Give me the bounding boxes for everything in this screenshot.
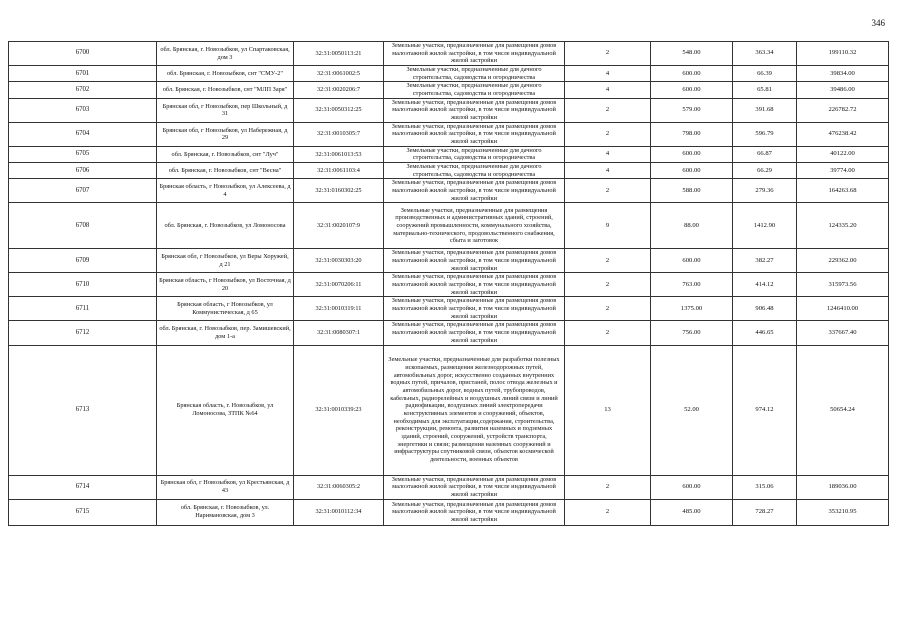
cadastral-value-table [8,41,889,526]
cadastral-number-cell: 32:31:0160302:25 [294,179,384,203]
group-code-cell: 9 [565,203,651,249]
address-cell: обл. Брянская, г. Новозыбков, ул Спартаковская, дом 3 [157,42,294,66]
row-id-cell: 6710 [9,273,157,297]
address-cell: Брянская область, г Новозыбков, ул Восточная, д 20 [157,273,294,297]
table-row [9,98,889,122]
row-id-cell: 6703 [9,98,157,122]
area-cell: 88.00 [651,203,733,249]
specific-value-cell: 66.39 [733,66,797,82]
area-cell: 1375.00 [651,297,733,321]
page-number: 346 [871,18,885,28]
specific-value-cell: 974.12 [733,345,797,475]
cadastral-number-cell: 32:31:0060305:2 [294,475,384,499]
group-code-cell: 2 [565,42,651,66]
area-cell: 52.00 [651,345,733,475]
row-id-cell: 6714 [9,475,157,499]
row-id-cell: 6713 [9,345,157,475]
group-code-cell: 4 [565,146,651,162]
table-body [9,42,889,526]
specific-value-cell: 728.27 [733,499,797,525]
table-row [9,179,889,203]
area-cell: 600.00 [651,82,733,98]
group-code-cell: 2 [565,499,651,525]
cadastral-value-cell: 39486.00 [797,82,889,98]
address-cell: Брянская область, г Новозыбков, ул Коммунистическая, д 65 [157,297,294,321]
address-cell: обл. Брянская, г. Новозыбков, снт "СМУ-2" [157,66,294,82]
table-row [9,297,889,321]
group-code-cell: 2 [565,98,651,122]
specific-value-cell: 363.34 [733,42,797,66]
cadastral-number-cell: 32:31:0010305:7 [294,122,384,146]
cadastral-value-cell: 337667.40 [797,321,889,345]
specific-value-cell: 315.06 [733,475,797,499]
table-row [9,82,889,98]
specific-value-cell: 414.12 [733,273,797,297]
land-purpose-cell: Земельные участки, предназначенные для размещения домов малоэтажной жилой застройки, в том числе индивидуальной жилой застройки [384,499,565,525]
cadastral-number-cell: 32:31:0010112:34 [294,499,384,525]
land-purpose-cell: Земельные участки, предназначенные для размещения домов малоэтажной жилой застройки, в том числе индивидуальной жилой застройки [384,321,565,345]
cadastral-number-cell: 32:31:0050113:21 [294,42,384,66]
land-purpose-cell: Земельные участки, предназначенные для размещения домов малоэтажной жилой застройки, в том числе индивидуальной жилой застройки [384,297,565,321]
address-cell: Брянская область, г. Новозыбков, ул Ломоносова, ЗТПК №64 [157,345,294,475]
specific-value-cell: 1412.90 [733,203,797,249]
address-cell: Брянская обл, г Новозыбков, ул Набережная, д 29 [157,122,294,146]
group-code-cell: 4 [565,163,651,179]
specific-value-cell: 446.65 [733,321,797,345]
group-code-cell: 2 [565,249,651,273]
table-row [9,499,889,525]
group-code-cell: 2 [565,475,651,499]
specific-value-cell: 906.48 [733,297,797,321]
cadastral-value-cell: 40122.00 [797,146,889,162]
land-purpose-cell: Земельные участки, предназначенные для размещения домов малоэтажной жилой застройки, в том числе индивидуальной жилой застройки [384,42,565,66]
group-code-cell: 2 [565,321,651,345]
row-id-cell: 6708 [9,203,157,249]
cadastral-number-cell: 32:31:0050312:25 [294,98,384,122]
address-cell: обл. Брянская, г. Новозыбков, пер. Замишевский, дом 1-а [157,321,294,345]
table-row [9,345,889,475]
area-cell: 485.00 [651,499,733,525]
cadastral-number-cell: 32:31:0061013:53 [294,146,384,162]
group-code-cell: 2 [565,179,651,203]
table-row [9,122,889,146]
cadastral-number-cell: 32:31:0010319:11 [294,297,384,321]
row-id-cell: 6706 [9,163,157,179]
group-code-cell: 4 [565,66,651,82]
area-cell: 798.00 [651,122,733,146]
address-cell: обл. Брянская, г. Новозыбков, ул. Наримановская, дом 3 [157,499,294,525]
row-id-cell: 6707 [9,179,157,203]
row-id-cell: 6700 [9,42,157,66]
cadastral-number-cell: 32:31:0010339:23 [294,345,384,475]
address-cell: обл. Брянская, г. Новозыбков, снт "Весна" [157,163,294,179]
land-purpose-cell: Земельные участки, предназначенные для размещения домов малоэтажной жилой застройки, в том числе индивидуальной жилой застройки [384,249,565,273]
address-cell: Брянская обл, г Новозыбков, ул Крестьянская, д 43 [157,475,294,499]
area-cell: 548.00 [651,42,733,66]
row-id-cell: 6702 [9,82,157,98]
cadastral-value-cell: 39774.00 [797,163,889,179]
specific-value-cell: 66.29 [733,163,797,179]
cadastral-value-cell: 1246410.00 [797,297,889,321]
cadastral-value-cell: 315973.56 [797,273,889,297]
specific-value-cell: 382.27 [733,249,797,273]
area-cell: 600.00 [651,146,733,162]
row-id-cell: 6715 [9,499,157,525]
cadastral-value-cell: 226782.72 [797,98,889,122]
row-id-cell: 6704 [9,122,157,146]
area-cell: 756.00 [651,321,733,345]
address-cell: Брянская обл, г Новозыбков, пер Школьный, д 31 [157,98,294,122]
land-purpose-cell: Земельные участки, предназначенные для дачного строительства, садоводства и огородничества [384,146,565,162]
cadastral-number-cell: 32:31:0020206:7 [294,82,384,98]
cadastral-value-cell: 476238.42 [797,122,889,146]
land-purpose-cell: Земельные участки, предназначенные для размещения домов малоэтажной жилой застройки, в том числе индивидуальной жилой застройки [384,475,565,499]
table-row [9,203,889,249]
area-cell: 600.00 [651,66,733,82]
area-cell: 600.00 [651,249,733,273]
specific-value-cell: 596.79 [733,122,797,146]
land-purpose-cell: Земельные участки, предназначенные для дачного строительства, садоводства и огородничества [384,66,565,82]
group-code-cell: 2 [565,297,651,321]
address-cell: обл. Брянская, г. Новозыбков, ул Ломоносова [157,203,294,249]
specific-value-cell: 279.36 [733,179,797,203]
cadastral-number-cell: 32:31:0061103:4 [294,163,384,179]
cadastral-number-cell: 32:31:0070206:11 [294,273,384,297]
row-id-cell: 6712 [9,321,157,345]
land-purpose-cell: Земельные участки, предназначенные для дачного строительства, садоводства и огородничества [384,163,565,179]
cadastral-value-cell: 353210.95 [797,499,889,525]
cadastral-value-cell: 164263.68 [797,179,889,203]
land-purpose-cell: Земельные участки, предназначенные для размещения домов малоэтажной жилой застройки, в том числе индивидуальной жилой застройки [384,273,565,297]
area-cell: 588.00 [651,179,733,203]
area-cell: 600.00 [651,475,733,499]
land-purpose-cell: Земельные участки, предназначенные для размещения производственных и административных зданий, строений, сооружений промышленности, коммунального хозяйства, материально-технического, продовольственного снабжения, сбыта и заготовок [384,203,565,249]
land-purpose-cell: Земельные участки, предназначенные для размещения домов малоэтажной жилой застройки, в том числе индивидуальной жилой застройки [384,122,565,146]
table-row [9,273,889,297]
table-row [9,163,889,179]
row-id-cell: 6701 [9,66,157,82]
land-purpose-cell: Земельные участки, предназначенные для размещения домов малоэтажной жилой застройки, в том числе индивидуальной жилой застройки [384,179,565,203]
cadastral-value-cell: 189036.00 [797,475,889,499]
table-row [9,42,889,66]
group-code-cell: 2 [565,122,651,146]
area-cell: 763.00 [651,273,733,297]
table-row [9,146,889,162]
land-purpose-cell: Земельные участки, предназначенные для дачного строительства, садоводства и огородничества [384,82,565,98]
table-row [9,66,889,82]
cadastral-value-cell: 50654.24 [797,345,889,475]
cadastral-value-cell: 229362.00 [797,249,889,273]
land-purpose-cell: Земельные участки, предназначенные для разработки полезных ископаемых, размещения железнодорожных путей, автомобильных дорог, искусственно созданных внутренних водных путей, причалов, пристаней, полос отвода железных и автомобильных дорог, водных путей, трубопроводов, кабельных, радиорелейных и воздушных линий связи и линий радиофикации, воздушных линий электропередачи конструктивных элементов и сооружений, объектов, необходимых для эксплуатации,содержания, строительства, реконструкции, ремонта, развития наземных и подземных зданий, строений, сооружений, устройств транспорта, энергетики и связи; размещения наземных сооружений и инфраструктуры спутниковой связи, объектов космической деятельности, военных объектов [384,345,565,475]
cadastral-number-cell: 32:31:0020107:9 [294,203,384,249]
table-row [9,321,889,345]
cadastral-value-cell: 39834.00 [797,66,889,82]
cadastral-number-cell: 32:31:0030303:20 [294,249,384,273]
group-code-cell: 13 [565,345,651,475]
area-cell: 600.00 [651,163,733,179]
cadastral-number-cell: 32:31:0061002:5 [294,66,384,82]
cadastral-number-cell: 32:31:0080307:1 [294,321,384,345]
row-id-cell: 6709 [9,249,157,273]
address-cell: обл. Брянская, г. Новозыбков, снт "МЛП Заря" [157,82,294,98]
land-purpose-cell: Земельные участки, предназначенные для размещения домов малоэтажной жилой застройки, в том числе индивидуальной жилой застройки [384,98,565,122]
address-cell: Брянская обл, г Новозыбков, ул Веры Хоружей, д 21 [157,249,294,273]
cadastral-value-cell: 124335.20 [797,203,889,249]
row-id-cell: 6705 [9,146,157,162]
cadastral-value-cell: 199110.32 [797,42,889,66]
area-cell: 579.00 [651,98,733,122]
specific-value-cell: 66.87 [733,146,797,162]
group-code-cell: 2 [565,273,651,297]
group-code-cell: 4 [565,82,651,98]
specific-value-cell: 65.81 [733,82,797,98]
table-row [9,475,889,499]
specific-value-cell: 391.68 [733,98,797,122]
address-cell: обл. Брянская, г. Новозыбков, снт "Луч" [157,146,294,162]
table-row [9,249,889,273]
address-cell: Брянская область, г Новозыбков, ул Алексеева, д 4 [157,179,294,203]
row-id-cell: 6711 [9,297,157,321]
